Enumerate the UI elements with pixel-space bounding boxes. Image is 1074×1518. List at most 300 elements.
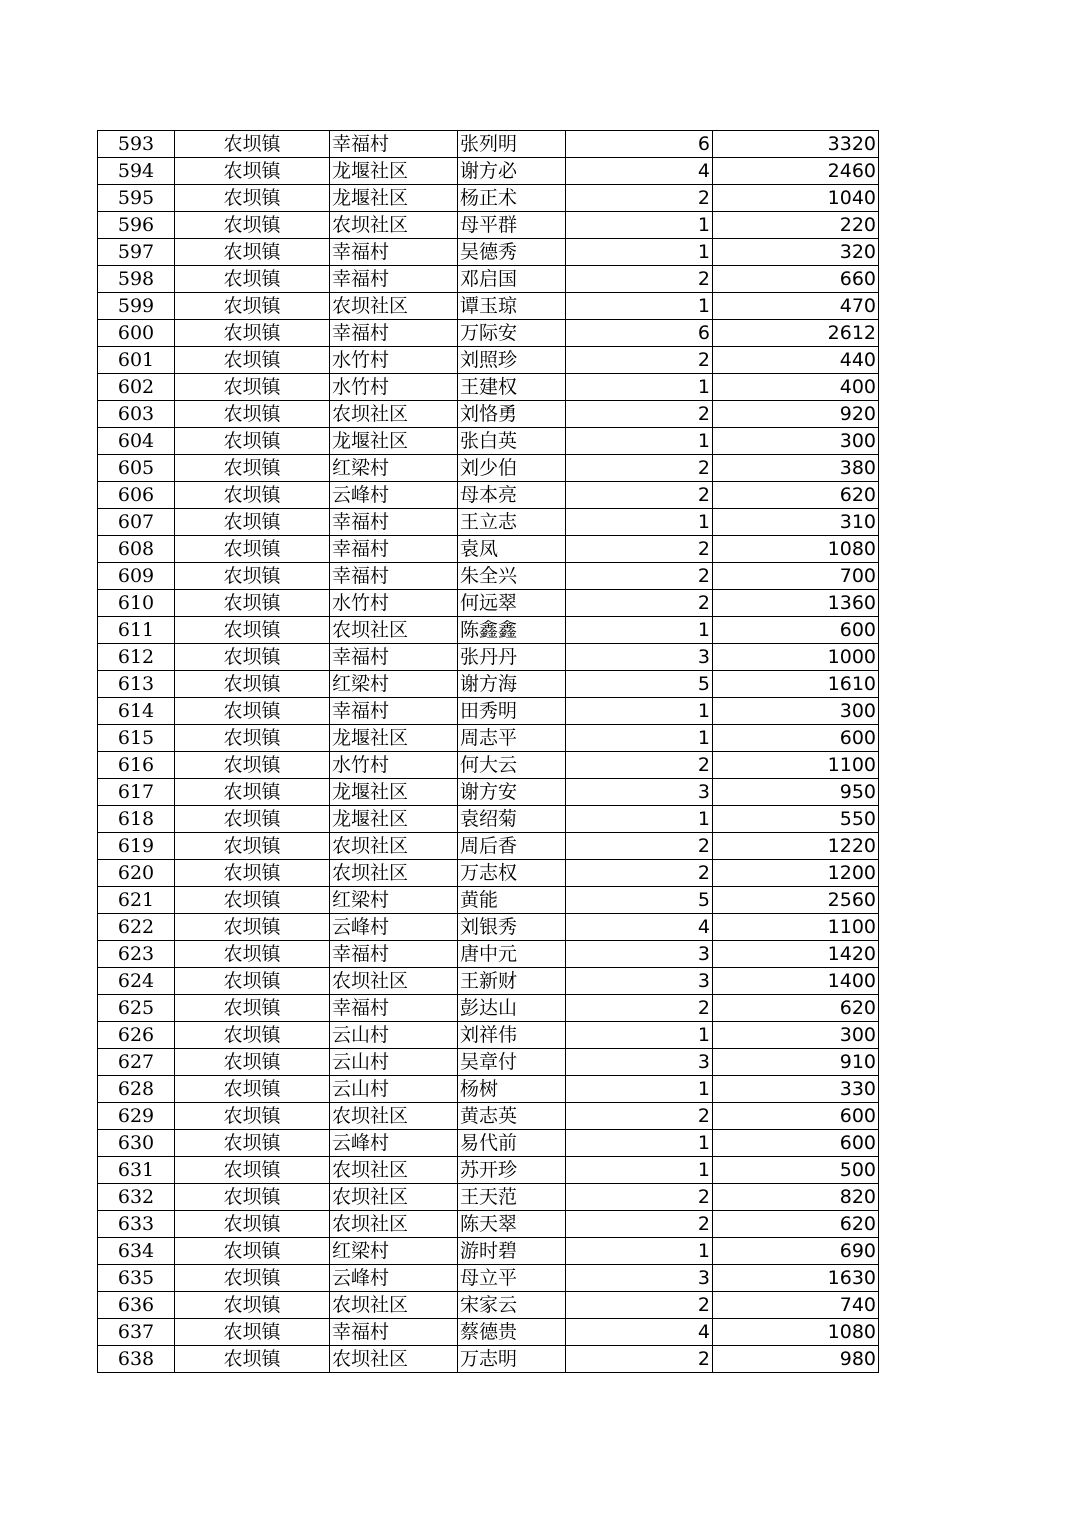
- table-row: [98, 1103, 879, 1130]
- amount-cell: 620: [713, 1211, 879, 1238]
- village-cell: 农坝社区: [330, 1292, 458, 1319]
- amount-cell: 1100: [713, 752, 879, 779]
- village-cell: 云山村: [330, 1022, 458, 1049]
- name-cell: 谢方必: [458, 158, 566, 185]
- row-number-cell: 638: [98, 1346, 175, 1373]
- row-number-cell: 628: [98, 1076, 175, 1103]
- table-row: [98, 428, 879, 455]
- town-cell: 农坝镇: [175, 833, 330, 860]
- name-cell: 张白英: [458, 428, 566, 455]
- amount-cell: 1220: [713, 833, 879, 860]
- table-row: [98, 1319, 879, 1346]
- household-count-cell: 1: [566, 1130, 713, 1157]
- table-row: [98, 1265, 879, 1292]
- village-cell: 农坝社区: [330, 212, 458, 239]
- household-count-cell: 6: [566, 320, 713, 347]
- village-cell: 龙堰社区: [330, 725, 458, 752]
- row-number-cell: 620: [98, 860, 175, 887]
- table-row: [98, 1211, 879, 1238]
- village-cell: 云山村: [330, 1049, 458, 1076]
- household-count-cell: 2: [566, 995, 713, 1022]
- household-count-cell: 2: [566, 185, 713, 212]
- amount-cell: 300: [713, 428, 879, 455]
- amount-cell: 980: [713, 1346, 879, 1373]
- row-number-cell: 596: [98, 212, 175, 239]
- town-cell: 农坝镇: [175, 1157, 330, 1184]
- name-cell: 万志明: [458, 1346, 566, 1373]
- name-cell: 游时碧: [458, 1238, 566, 1265]
- amount-cell: 700: [713, 563, 879, 590]
- row-number-cell: 617: [98, 779, 175, 806]
- amount-cell: 1420: [713, 941, 879, 968]
- household-count-cell: 2: [566, 860, 713, 887]
- amount-cell: 330: [713, 1076, 879, 1103]
- name-cell: 张丹丹: [458, 644, 566, 671]
- town-cell: 农坝镇: [175, 1184, 330, 1211]
- household-count-cell: 3: [566, 1049, 713, 1076]
- household-count-cell: 3: [566, 941, 713, 968]
- row-number-cell: 614: [98, 698, 175, 725]
- table-row: [98, 563, 879, 590]
- town-cell: 农坝镇: [175, 509, 330, 536]
- amount-cell: 300: [713, 1022, 879, 1049]
- household-count-cell: 1: [566, 1238, 713, 1265]
- row-number-cell: 634: [98, 1238, 175, 1265]
- amount-cell: 500: [713, 1157, 879, 1184]
- name-cell: 刘祥伟: [458, 1022, 566, 1049]
- data-table: [97, 130, 879, 1373]
- town-cell: 农坝镇: [175, 158, 330, 185]
- row-number-cell: 603: [98, 401, 175, 428]
- table-row: [98, 374, 879, 401]
- amount-cell: 380: [713, 455, 879, 482]
- table-row: [98, 590, 879, 617]
- town-cell: 农坝镇: [175, 1292, 330, 1319]
- table-row: [98, 401, 879, 428]
- name-cell: 万际安: [458, 320, 566, 347]
- row-number-cell: 600: [98, 320, 175, 347]
- household-count-cell: 3: [566, 779, 713, 806]
- village-cell: 农坝社区: [330, 1346, 458, 1373]
- village-cell: 红梁村: [330, 1238, 458, 1265]
- amount-cell: 220: [713, 212, 879, 239]
- name-cell: 吴德秀: [458, 239, 566, 266]
- amount-cell: 440: [713, 347, 879, 374]
- row-number-cell: 602: [98, 374, 175, 401]
- name-cell: 唐中元: [458, 941, 566, 968]
- household-count-cell: 2: [566, 266, 713, 293]
- town-cell: 农坝镇: [175, 590, 330, 617]
- household-count-cell: 1: [566, 617, 713, 644]
- name-cell: 王建权: [458, 374, 566, 401]
- table-row: [98, 1049, 879, 1076]
- village-cell: 红梁村: [330, 671, 458, 698]
- village-cell: 农坝社区: [330, 1103, 458, 1130]
- town-cell: 农坝镇: [175, 185, 330, 212]
- row-number-cell: 618: [98, 806, 175, 833]
- household-count-cell: 1: [566, 239, 713, 266]
- household-count-cell: 4: [566, 1319, 713, 1346]
- household-count-cell: 2: [566, 833, 713, 860]
- name-cell: 刘恪勇: [458, 401, 566, 428]
- household-count-cell: 1: [566, 806, 713, 833]
- village-cell: 农坝社区: [330, 833, 458, 860]
- row-number-cell: 594: [98, 158, 175, 185]
- village-cell: 云峰村: [330, 914, 458, 941]
- village-cell: 农坝社区: [330, 860, 458, 887]
- town-cell: 农坝镇: [175, 860, 330, 887]
- name-cell: 朱全兴: [458, 563, 566, 590]
- town-cell: 农坝镇: [175, 1346, 330, 1373]
- amount-cell: 550: [713, 806, 879, 833]
- amount-cell: 600: [713, 617, 879, 644]
- table-row: [98, 671, 879, 698]
- row-number-cell: 630: [98, 1130, 175, 1157]
- name-cell: 谢方海: [458, 671, 566, 698]
- amount-cell: 470: [713, 293, 879, 320]
- town-cell: 农坝镇: [175, 536, 330, 563]
- table-row: [98, 968, 879, 995]
- amount-cell: 1080: [713, 1319, 879, 1346]
- village-cell: 龙堰社区: [330, 806, 458, 833]
- town-cell: 农坝镇: [175, 1130, 330, 1157]
- town-cell: 农坝镇: [175, 131, 330, 158]
- row-number-cell: 633: [98, 1211, 175, 1238]
- row-number-cell: 621: [98, 887, 175, 914]
- village-cell: 幸福村: [330, 698, 458, 725]
- table-row: [98, 266, 879, 293]
- amount-cell: 950: [713, 779, 879, 806]
- village-cell: 云峰村: [330, 482, 458, 509]
- table-row: [98, 617, 879, 644]
- household-count-cell: 1: [566, 725, 713, 752]
- name-cell: 王立志: [458, 509, 566, 536]
- village-cell: 龙堰社区: [330, 428, 458, 455]
- table-row: [98, 914, 879, 941]
- name-cell: 谢方安: [458, 779, 566, 806]
- town-cell: 农坝镇: [175, 455, 330, 482]
- row-number-cell: 604: [98, 428, 175, 455]
- household-count-cell: 2: [566, 752, 713, 779]
- name-cell: 袁凤: [458, 536, 566, 563]
- name-cell: 杨正术: [458, 185, 566, 212]
- table-row: [98, 995, 879, 1022]
- row-number-cell: 593: [98, 131, 175, 158]
- name-cell: 吴章付: [458, 1049, 566, 1076]
- amount-cell: 1630: [713, 1265, 879, 1292]
- village-cell: 农坝社区: [330, 1211, 458, 1238]
- name-cell: 母本亮: [458, 482, 566, 509]
- row-number-cell: 609: [98, 563, 175, 590]
- amount-cell: 1100: [713, 914, 879, 941]
- village-cell: 幸福村: [330, 266, 458, 293]
- household-count-cell: 4: [566, 158, 713, 185]
- village-cell: 农坝社区: [330, 1157, 458, 1184]
- table-row: [98, 752, 879, 779]
- row-number-cell: 625: [98, 995, 175, 1022]
- town-cell: 农坝镇: [175, 644, 330, 671]
- amount-cell: 310: [713, 509, 879, 536]
- name-cell: 袁绍菊: [458, 806, 566, 833]
- amount-cell: 740: [713, 1292, 879, 1319]
- village-cell: 农坝社区: [330, 968, 458, 995]
- name-cell: 彭达山: [458, 995, 566, 1022]
- name-cell: 刘照珍: [458, 347, 566, 374]
- household-count-cell: 2: [566, 1103, 713, 1130]
- row-number-cell: 606: [98, 482, 175, 509]
- village-cell: 幸福村: [330, 509, 458, 536]
- town-cell: 农坝镇: [175, 1022, 330, 1049]
- name-cell: 邓启国: [458, 266, 566, 293]
- household-count-cell: 2: [566, 455, 713, 482]
- table-row: [98, 320, 879, 347]
- table-row: [98, 239, 879, 266]
- town-cell: 农坝镇: [175, 401, 330, 428]
- row-number-cell: 636: [98, 1292, 175, 1319]
- household-count-cell: 4: [566, 914, 713, 941]
- table-row: [98, 941, 879, 968]
- town-cell: 农坝镇: [175, 266, 330, 293]
- table-row: [98, 806, 879, 833]
- town-cell: 农坝镇: [175, 1049, 330, 1076]
- household-count-cell: 2: [566, 1292, 713, 1319]
- table-row: [98, 131, 879, 158]
- name-cell: 何大云: [458, 752, 566, 779]
- village-cell: 红梁村: [330, 455, 458, 482]
- town-cell: 农坝镇: [175, 698, 330, 725]
- name-cell: 何远翠: [458, 590, 566, 617]
- village-cell: 幸福村: [330, 1319, 458, 1346]
- amount-cell: 620: [713, 482, 879, 509]
- village-cell: 农坝社区: [330, 401, 458, 428]
- table-row: [98, 1157, 879, 1184]
- amount-cell: 920: [713, 401, 879, 428]
- village-cell: 云山村: [330, 1076, 458, 1103]
- household-count-cell: 1: [566, 293, 713, 320]
- name-cell: 刘少伯: [458, 455, 566, 482]
- table-row: [98, 509, 879, 536]
- table-row: [98, 1076, 879, 1103]
- village-cell: 幸福村: [330, 536, 458, 563]
- town-cell: 农坝镇: [175, 374, 330, 401]
- household-count-cell: 3: [566, 644, 713, 671]
- amount-cell: 1040: [713, 185, 879, 212]
- town-cell: 农坝镇: [175, 995, 330, 1022]
- town-cell: 农坝镇: [175, 347, 330, 374]
- name-cell: 张列明: [458, 131, 566, 158]
- household-count-cell: 2: [566, 1184, 713, 1211]
- name-cell: 杨树: [458, 1076, 566, 1103]
- amount-cell: 2612: [713, 320, 879, 347]
- row-number-cell: 612: [98, 644, 175, 671]
- row-number-cell: 631: [98, 1157, 175, 1184]
- row-number-cell: 599: [98, 293, 175, 320]
- village-cell: 幸福村: [330, 644, 458, 671]
- village-cell: 云峰村: [330, 1130, 458, 1157]
- village-cell: 幸福村: [330, 995, 458, 1022]
- amount-cell: 320: [713, 239, 879, 266]
- amount-cell: 2460: [713, 158, 879, 185]
- household-count-cell: 2: [566, 536, 713, 563]
- row-number-cell: 635: [98, 1265, 175, 1292]
- row-number-cell: 601: [98, 347, 175, 374]
- row-number-cell: 615: [98, 725, 175, 752]
- amount-cell: 600: [713, 725, 879, 752]
- village-cell: 水竹村: [330, 590, 458, 617]
- name-cell: 刘银秀: [458, 914, 566, 941]
- table-row: [98, 212, 879, 239]
- town-cell: 农坝镇: [175, 671, 330, 698]
- name-cell: 黄志英: [458, 1103, 566, 1130]
- row-number-cell: 597: [98, 239, 175, 266]
- table-row: [98, 1346, 879, 1373]
- household-count-cell: 6: [566, 131, 713, 158]
- household-count-cell: 1: [566, 698, 713, 725]
- row-number-cell: 616: [98, 752, 175, 779]
- amount-cell: 1360: [713, 590, 879, 617]
- row-number-cell: 607: [98, 509, 175, 536]
- amount-cell: 600: [713, 1103, 879, 1130]
- town-cell: 农坝镇: [175, 482, 330, 509]
- row-number-cell: 637: [98, 1319, 175, 1346]
- household-count-cell: 2: [566, 1346, 713, 1373]
- village-cell: 幸福村: [330, 320, 458, 347]
- household-count-cell: 5: [566, 887, 713, 914]
- household-count-cell: 1: [566, 1022, 713, 1049]
- town-cell: 农坝镇: [175, 941, 330, 968]
- row-number-cell: 619: [98, 833, 175, 860]
- town-cell: 农坝镇: [175, 1238, 330, 1265]
- amount-cell: 2560: [713, 887, 879, 914]
- row-number-cell: 610: [98, 590, 175, 617]
- name-cell: 易代前: [458, 1130, 566, 1157]
- village-cell: 幸福村: [330, 563, 458, 590]
- town-cell: 农坝镇: [175, 806, 330, 833]
- row-number-cell: 629: [98, 1103, 175, 1130]
- amount-cell: 400: [713, 374, 879, 401]
- household-count-cell: 1: [566, 374, 713, 401]
- row-number-cell: 623: [98, 941, 175, 968]
- amount-cell: 910: [713, 1049, 879, 1076]
- row-number-cell: 608: [98, 536, 175, 563]
- amount-cell: 660: [713, 266, 879, 293]
- row-number-cell: 626: [98, 1022, 175, 1049]
- row-number-cell: 605: [98, 455, 175, 482]
- household-count-cell: 2: [566, 482, 713, 509]
- town-cell: 农坝镇: [175, 1319, 330, 1346]
- amount-cell: 600: [713, 1130, 879, 1157]
- name-cell: 周志平: [458, 725, 566, 752]
- table-row: [98, 482, 879, 509]
- table-row: [98, 833, 879, 860]
- village-cell: 龙堰社区: [330, 779, 458, 806]
- row-number-cell: 624: [98, 968, 175, 995]
- town-cell: 农坝镇: [175, 752, 330, 779]
- amount-cell: 3320: [713, 131, 879, 158]
- village-cell: 云峰村: [330, 1265, 458, 1292]
- table-body: [98, 131, 879, 1373]
- town-cell: 农坝镇: [175, 1076, 330, 1103]
- household-count-cell: 1: [566, 1076, 713, 1103]
- village-cell: 水竹村: [330, 752, 458, 779]
- table-row: [98, 158, 879, 185]
- village-cell: 红梁村: [330, 887, 458, 914]
- name-cell: 王天范: [458, 1184, 566, 1211]
- household-count-cell: 3: [566, 1265, 713, 1292]
- table-row: [98, 347, 879, 374]
- name-cell: 周后香: [458, 833, 566, 860]
- table-row: [98, 1022, 879, 1049]
- household-count-cell: 2: [566, 590, 713, 617]
- household-count-cell: 3: [566, 968, 713, 995]
- amount-cell: 300: [713, 698, 879, 725]
- household-count-cell: 1: [566, 1157, 713, 1184]
- name-cell: 苏开珍: [458, 1157, 566, 1184]
- table-row: [98, 860, 879, 887]
- name-cell: 田秀明: [458, 698, 566, 725]
- village-cell: 农坝社区: [330, 1184, 458, 1211]
- household-count-cell: 2: [566, 563, 713, 590]
- row-number-cell: 611: [98, 617, 175, 644]
- village-cell: 龙堰社区: [330, 158, 458, 185]
- table-row: [98, 1130, 879, 1157]
- table-row: [98, 698, 879, 725]
- village-cell: 水竹村: [330, 374, 458, 401]
- town-cell: 农坝镇: [175, 887, 330, 914]
- row-number-cell: 632: [98, 1184, 175, 1211]
- table-row: [98, 1238, 879, 1265]
- village-cell: 幸福村: [330, 941, 458, 968]
- name-cell: 黄能: [458, 887, 566, 914]
- household-count-cell: 2: [566, 1211, 713, 1238]
- name-cell: 陈鑫鑫: [458, 617, 566, 644]
- table-row: [98, 779, 879, 806]
- household-count-cell: 1: [566, 509, 713, 536]
- town-cell: 农坝镇: [175, 779, 330, 806]
- amount-cell: 1000: [713, 644, 879, 671]
- town-cell: 农坝镇: [175, 563, 330, 590]
- table-row: [98, 725, 879, 752]
- table-row: [98, 536, 879, 563]
- name-cell: 陈天翠: [458, 1211, 566, 1238]
- town-cell: 农坝镇: [175, 617, 330, 644]
- town-cell: 农坝镇: [175, 914, 330, 941]
- table-row: [98, 455, 879, 482]
- amount-cell: 1200: [713, 860, 879, 887]
- amount-cell: 1610: [713, 671, 879, 698]
- row-number-cell: 627: [98, 1049, 175, 1076]
- village-cell: 水竹村: [330, 347, 458, 374]
- household-count-cell: 2: [566, 401, 713, 428]
- town-cell: 农坝镇: [175, 293, 330, 320]
- town-cell: 农坝镇: [175, 1265, 330, 1292]
- amount-cell: 620: [713, 995, 879, 1022]
- household-count-cell: 5: [566, 671, 713, 698]
- town-cell: 农坝镇: [175, 725, 330, 752]
- amount-cell: 690: [713, 1238, 879, 1265]
- table-row: [98, 185, 879, 212]
- row-number-cell: 613: [98, 671, 175, 698]
- table-row: [98, 644, 879, 671]
- table-row: [98, 293, 879, 320]
- town-cell: 农坝镇: [175, 1103, 330, 1130]
- town-cell: 农坝镇: [175, 239, 330, 266]
- household-count-cell: 1: [566, 428, 713, 455]
- town-cell: 农坝镇: [175, 1211, 330, 1238]
- household-count-cell: 2: [566, 347, 713, 374]
- amount-cell: 820: [713, 1184, 879, 1211]
- row-number-cell: 598: [98, 266, 175, 293]
